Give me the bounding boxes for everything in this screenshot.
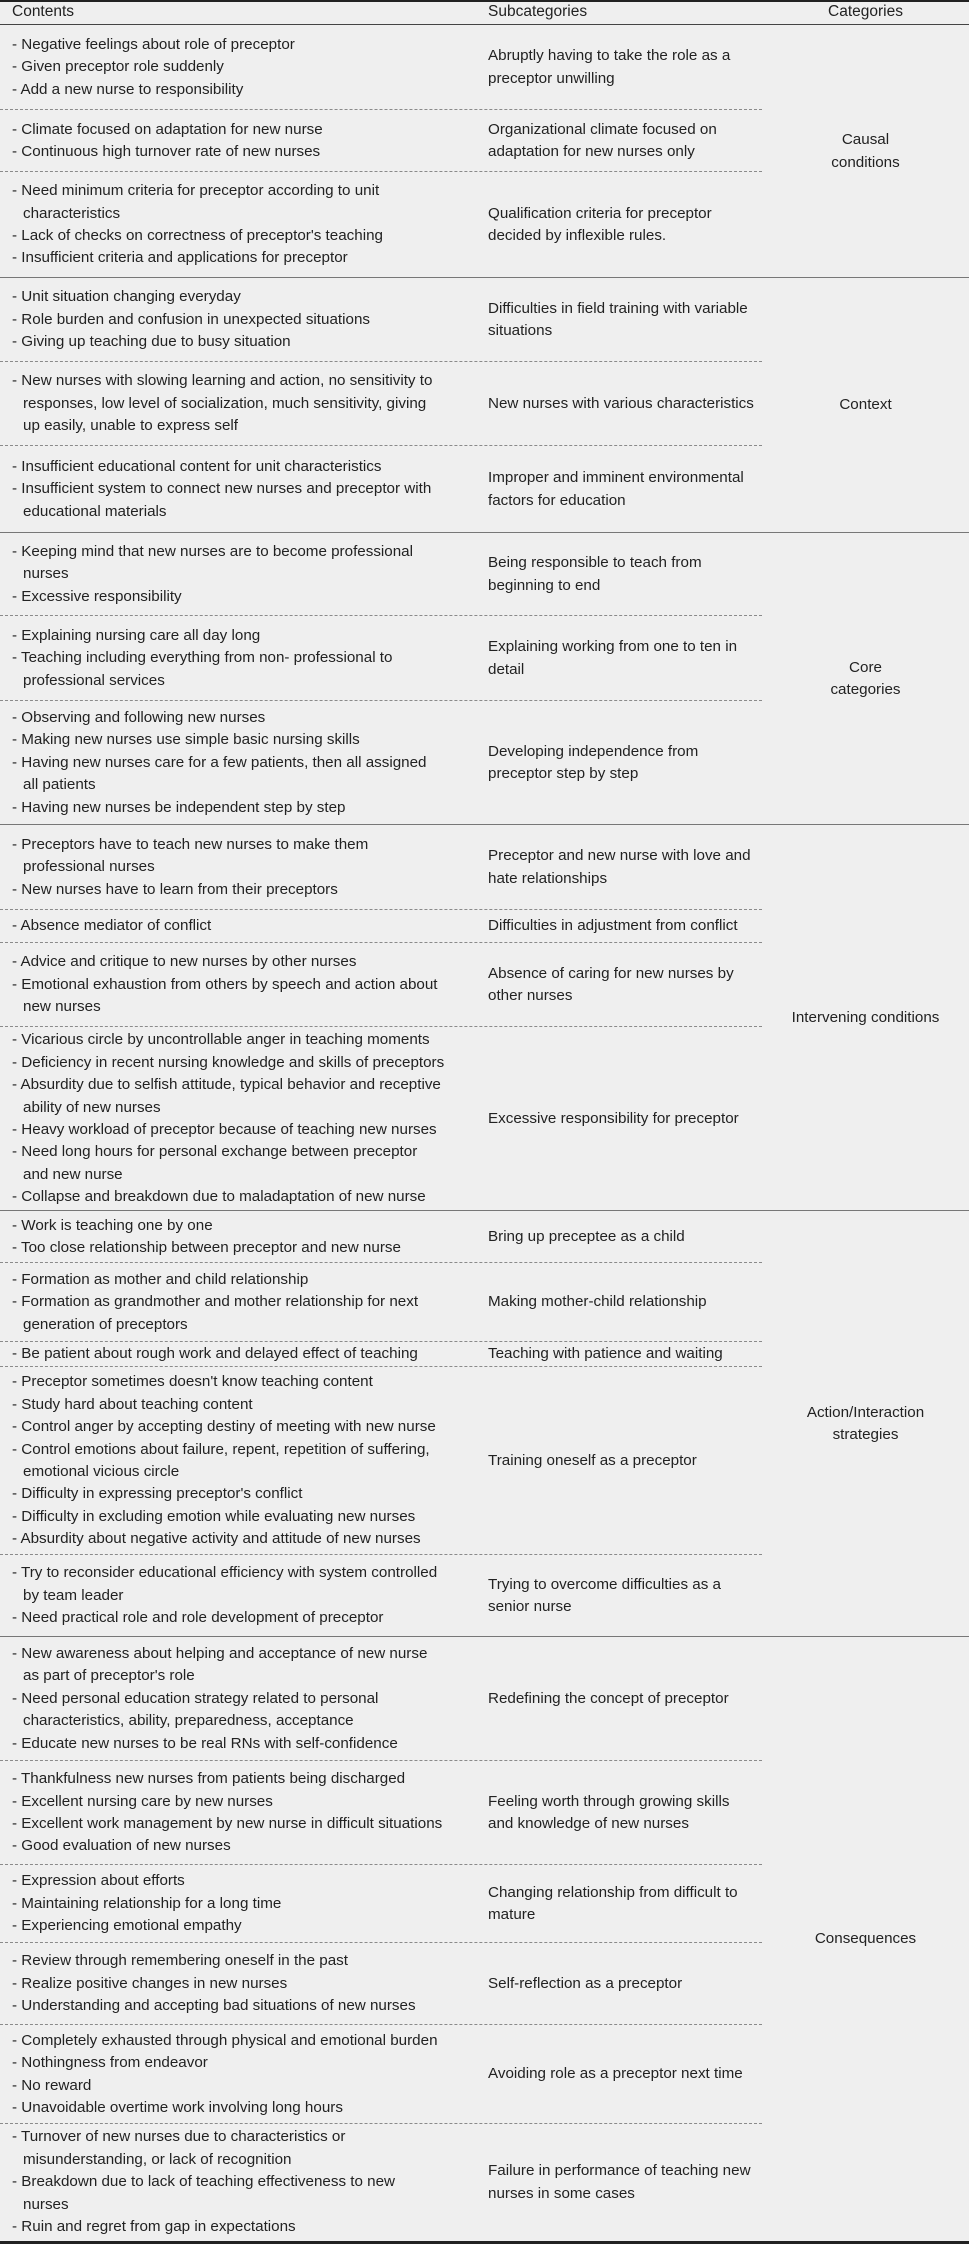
subcategory-label: Feeling worth through growing skills and knowledge of new nurses <box>488 1792 730 1832</box>
content-item: - Add a new nurse to responsibility <box>12 80 244 98</box>
content-item: - Thankfulness new nurses from patients being discharged <box>12 1770 406 1788</box>
content-item: ability of new nurses <box>23 1098 161 1116</box>
content-item: - Preceptors have to teach new nurses to make them <box>12 835 369 853</box>
content-item: - New nurses have to learn from their preceptors <box>12 880 338 898</box>
content-item: - Be patient about rough work and delayed effect of teaching <box>12 1345 418 1363</box>
content-item: up easily, unable to express self <box>23 417 238 435</box>
content-item: - Excellent work management by new nurse in difficult situations <box>12 1815 443 1832</box>
content-item: - Preceptor sometimes doesn't know teaching content <box>12 1373 373 1391</box>
content-item: - No reward <box>12 2076 92 2094</box>
row-contents <box>0 370 480 437</box>
row-contents <box>0 1343 480 1365</box>
content-item: - Too close relationship between preceptor and new nurse <box>12 1239 401 1256</box>
content-item: by team leader <box>23 1586 124 1604</box>
content-item: - Collapse and breakdown due to maladaptation of new nurse <box>12 1188 426 1206</box>
content-item: - Insufficient system to connect new nurses and preceptor with <box>12 480 432 498</box>
content-item: - Having new nurses care for a few patients, then all assigned <box>12 753 427 771</box>
content-item: - Need practical role and role development of preceptor <box>12 1609 384 1627</box>
content-item: - Nothingness from endeavor <box>12 2054 208 2072</box>
content-item: - Advice and critique to new nurses by other nurses <box>12 953 357 971</box>
row-contents <box>0 951 480 1018</box>
subcategory-label: Absence of caring for new nurses by other nurses <box>488 964 734 1004</box>
subcategory-label: Teaching with patience and waiting <box>488 1345 723 1363</box>
content-item: - Need long hours for personal exchange between preceptor <box>12 1143 418 1161</box>
content-item: - Understanding and accepting bad situations of new nurses <box>12 1997 416 2015</box>
subcategory-label: Difficulties in field training with variable situations <box>488 299 748 339</box>
content-item: - Keeping mind that new nurses are to become professional <box>12 542 414 560</box>
content-item: - Control anger by accepting destiny of meeting with new nurse <box>12 1418 436 1436</box>
subcategory-label: Bring up precepteе as a child <box>488 1227 685 1245</box>
content-item: - Maintaining relationship for a long time <box>12 1894 282 1912</box>
content-item: - Unit situation changing everyday <box>12 288 241 306</box>
content-item: - Turnover of new nurses due to characteristics or <box>12 2128 346 2146</box>
content-item: - Insufficient educational content for unit characteristics <box>12 457 382 475</box>
content-item: - Vicarious circle by uncontrollable anger in teaching moments <box>12 1031 430 1049</box>
content-item: - Study hard about teaching content <box>12 1395 253 1413</box>
row-contents <box>0 1215 480 1260</box>
category-label: Core categories <box>830 658 901 698</box>
category-label: Context <box>839 396 892 414</box>
row-contents <box>0 625 480 692</box>
row-contents <box>0 1870 480 1937</box>
content-item: - Difficulty in expressing preceptor's conflict <box>12 1485 303 1503</box>
content-item: - New nurses with slowing learning and action, no sensitivity to <box>12 372 433 390</box>
content-item: - Observing and following new nurses <box>12 708 266 726</box>
subcategory-label: Redefining the concept of preceptor <box>488 1689 729 1707</box>
content-item: - Emotional exhaustion from others by speech and action about <box>12 975 438 993</box>
content-item: - Teaching including everything from non- professional to <box>12 649 393 667</box>
content-item: - Expression about efforts <box>12 1872 185 1890</box>
content-item: misunderstanding, or lack of recognition <box>23 2150 292 2168</box>
content-item: - Review through remembering oneself in the past <box>12 1952 348 1970</box>
content-item: - Need minimum criteria for preceptor according to unit <box>12 182 380 200</box>
content-item: educational materials <box>23 502 167 520</box>
category-label: Causal conditions <box>831 131 900 171</box>
content-item: - Need personal education strategy related to personal <box>12 1689 379 1707</box>
content-item: - Formation as grandmother and mother relationship for next <box>12 1293 419 1311</box>
content-item: responses, low level of socialization, much sensitivity, giving <box>23 394 427 412</box>
content-item: - Experiencing emotional empathy <box>12 1917 242 1935</box>
content-item: - Ruin and regret from gap in expectations <box>12 2218 296 2236</box>
subcategory-label: Preceptor and new nurse with love and hate relationships <box>488 847 751 887</box>
subcategory-label: Abruptly having to take the role as a preceptor unwilling <box>488 47 731 87</box>
content-item: - Continuous high turnover rate of new nurses <box>12 143 321 160</box>
row-contents <box>0 1029 480 1208</box>
content-item: nurses <box>23 565 69 583</box>
subcategory-label: Self-reflection as a preceptor <box>488 1974 683 1992</box>
row-contents <box>0 286 480 353</box>
content-item: generation of preceptors <box>23 1315 188 1333</box>
content-item: emotional vicious circle <box>23 1463 180 1480</box>
content-item: - Heavy workload of preceptor because of teaching new nurses <box>12 1121 437 1138</box>
content-item: - Deficiency in recent nursing knowledge and skills of preceptors <box>12 1053 445 1071</box>
content-item: - Unavoidable overtime work involving long hours <box>12 2098 343 2116</box>
subcategory-label: Avoiding role as a preceptor next time <box>488 2065 743 2083</box>
row-contents <box>0 34 480 101</box>
subcategory-label: Explaining working from one to ten in detail <box>488 638 738 678</box>
subcategory-label: Training oneself as a preceptor <box>488 1451 697 1469</box>
content-item: - Absence mediator of conflict <box>12 917 212 935</box>
content-item: - Explaining nursing care all day long <box>12 626 261 644</box>
row-contents <box>0 2126 480 2238</box>
row-contents <box>0 1643 480 1755</box>
subcategory-label: Making mother-child relationship <box>488 1293 707 1311</box>
header-contents: Contents <box>12 3 75 20</box>
content-item: professional nurses <box>23 858 155 876</box>
content-item: - Absurdity about negative activity and attitude of new nurses <box>12 1530 421 1548</box>
content-item: - Educate new nurses to be real RNs with self-confidence <box>12 1734 398 1752</box>
subcategory-label: New nurses with various characteristics <box>488 394 754 412</box>
content-item: - Difficulty in excluding emotion while evaluating new nurses <box>12 1507 416 1525</box>
row-contents <box>0 707 480 819</box>
row-contents <box>0 2030 480 2120</box>
content-item: - Lack of checks on correctness of preceptor's teaching <box>12 227 383 244</box>
content-item: - Realize positive changes in new nurses <box>12 1974 288 1992</box>
content-item: - Try to reconsider educational efficiency with system controlled <box>12 1564 438 1582</box>
subcategory-label: Failure in performance of teaching new nurses in some cases <box>488 2162 751 2202</box>
header-categories: Categories <box>828 3 903 20</box>
content-item: - Absurdity due to selfish attitude, typical behavior and receptive <box>12 1076 441 1094</box>
content-item: - Excessive responsibility <box>12 587 182 605</box>
row-contents <box>0 834 480 901</box>
content-item: - Climate focused on adaptation for new nurse <box>12 120 323 138</box>
category-label: Intervening conditions <box>791 1008 940 1026</box>
row-contents <box>0 541 480 608</box>
content-item: - Good evaluation of new nurses <box>12 1837 231 1855</box>
subcategory-label: Changing relationship from difficult to mature <box>488 1883 738 1923</box>
subcategory-label: Difficulties in adjustment from conflict <box>488 917 738 935</box>
subcategory-label: Organizational climate focused on adaptation for new nurses only <box>488 120 717 160</box>
header-subcategories: Subcategories <box>488 3 588 20</box>
subcategory-label: Trying to overcome difficulties as a senior nurse <box>488 1575 721 1615</box>
row-contents <box>0 180 480 270</box>
content-item: - Formation as mother and child relationship <box>12 1270 309 1288</box>
content-item: new nurses <box>23 998 101 1016</box>
category-label: Action/Interaction strategies <box>806 1403 925 1443</box>
row-contents <box>0 915 480 937</box>
content-item: - Having new nurses be independent step by step <box>12 798 346 816</box>
row-contents <box>0 1768 480 1858</box>
content-item: professional services <box>23 671 165 689</box>
subcategory-label: Being responsible to teach from beginning to end <box>488 554 702 594</box>
subcategory-label: Improper and imminent environmental factors for education <box>488 469 744 509</box>
content-item: and new nurse <box>23 1165 123 1183</box>
content-item: - Negative feelings about role of preceptor <box>12 35 295 53</box>
subcategory-label: Qualification criteria for preceptor decided by inflexible rules. <box>488 204 712 244</box>
row-contents <box>0 456 480 523</box>
content-item: - Given preceptor role suddenly <box>12 58 224 76</box>
content-item: as part of preceptor's role <box>23 1667 195 1685</box>
subcategory-label: Developing independence from preceptor step by step <box>488 742 699 782</box>
content-item: characteristics <box>23 204 121 222</box>
content-item: - Giving up teaching due to busy situation <box>12 333 291 351</box>
content-item: - Work is teaching one by one <box>12 1216 213 1234</box>
subcategory-label: Excessive responsibility for preceptor <box>488 1109 739 1127</box>
row-contents <box>0 119 480 164</box>
row-contents <box>0 1269 480 1336</box>
content-item: all patients <box>23 776 96 794</box>
row-contents <box>0 1950 480 2017</box>
content-item: - Breakdown due to lack of teaching effectiveness to new <box>12 2173 396 2191</box>
content-item: - Role burden and confusion in unexpected situations <box>12 310 370 328</box>
row-contents <box>0 1371 480 1550</box>
content-item: - Control emotions about failure, repent, repetition of suffering, <box>12 1440 430 1458</box>
content-item: characteristics, ability, preparedness, acceptance <box>23 1712 354 1730</box>
content-item: nurses <box>23 2195 69 2213</box>
content-item: - New awareness about helping and acceptance of new nurse <box>12 1644 428 1662</box>
content-item: - Completely exhausted through physical and emotional burden <box>12 2031 438 2049</box>
row-contents <box>0 1562 480 1629</box>
content-item: - Making new nurses use simple basic nursing skills <box>12 731 360 749</box>
content-item: - Insufficient criteria and applications for preceptor <box>12 249 348 267</box>
content-item: - Excellent nursing care by new nurses <box>12 1792 273 1810</box>
category-label: Consequences <box>814 1929 917 1947</box>
